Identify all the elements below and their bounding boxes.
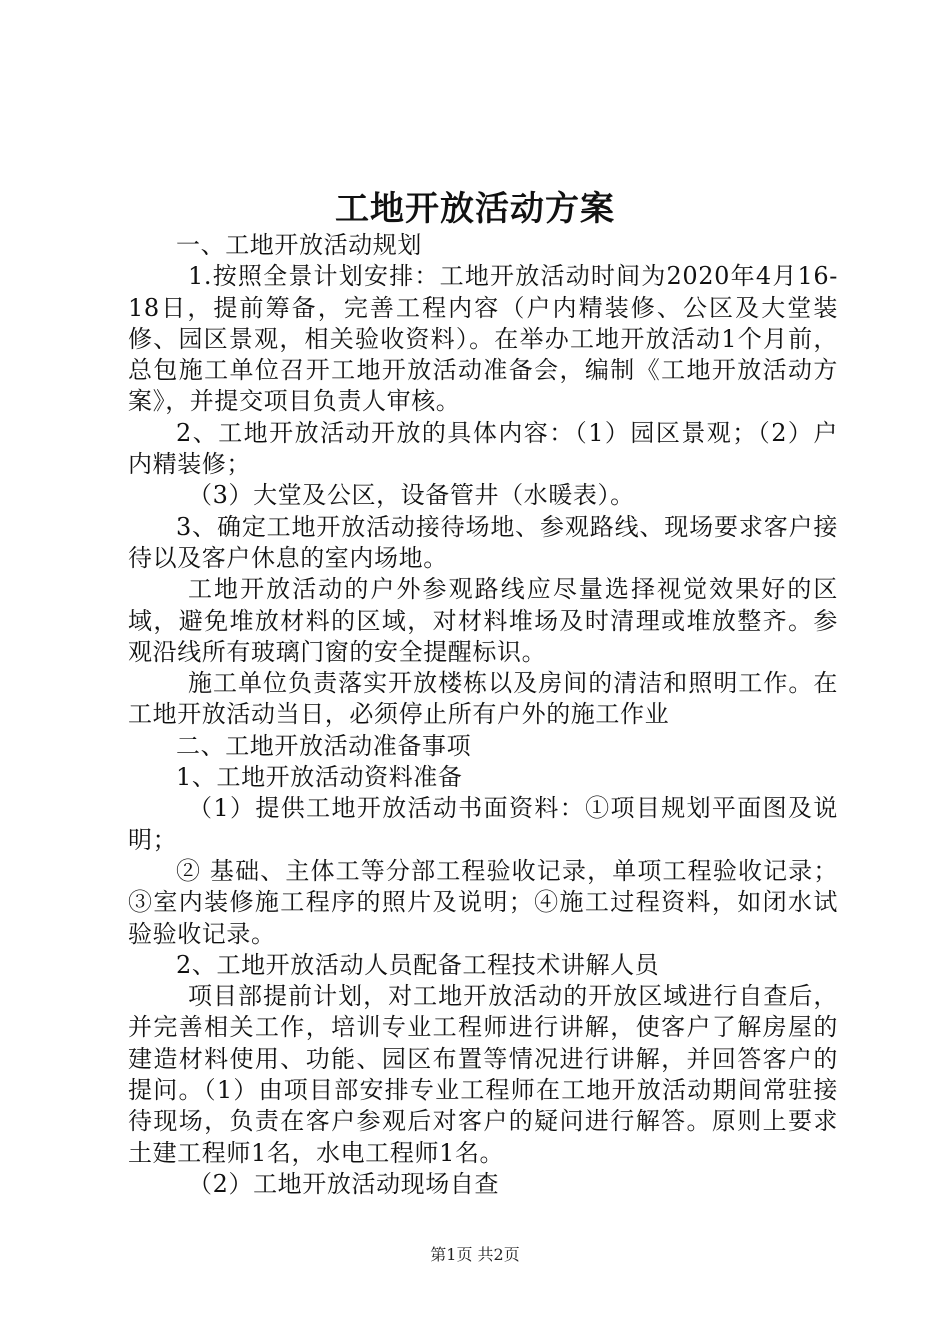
paragraph-open-content-3: （3）大堂及公区，设备管井（水暖表）。 bbox=[188, 481, 635, 510]
paragraph-schedule: 1.按照全景计划安排：工地开放活动时间为2020年4月16-18日，提前筹备，完善工程内容（户内精装修、公区及大堂装修、园区景观，相关验收资料）。在举办工地开放活动1个月前，总包施工单位召开工地开放活动准备会，编制《工地开放活动方案》，并提交项目负责人审核。 bbox=[128, 262, 838, 416]
paragraph-staffing-plan: 项目部提前计划，对工地开放活动的开放区域进行自查后，并完善相关工作，培训专业工程师进行讲解，使客户了解房屋的建造材料使用、功能、园区布置等情况进行讲解，并回答客户的提问。（1）由项目部安排专业工程师在工地开放活动期间常驻接待现场，负责在客户参观后对客户的疑问进行解答。原则上要求土建工程师1名，水电工程师1名。 bbox=[128, 982, 838, 1167]
document-body bbox=[128, 230, 838, 1200]
subheading-staffing: 2、工地开放活动人员配备工程技术讲解人员 bbox=[176, 950, 660, 979]
section-heading-2: 二、工地开放活动准备事项 bbox=[176, 731, 472, 760]
paragraph-open-content: 2、工地开放活动开放的具体内容：（1）园区景观；（2）户内精装修； bbox=[128, 418, 838, 479]
section-heading-1: 一、工地开放活动规划 bbox=[176, 231, 422, 259]
paragraph-acceptance-records: ② 基础、主体工等分部工程验收记录，单项工程验收记录；③室内装修施工程序的照片及说明；④施工过程资料，如闭水试验验收记录。 bbox=[128, 856, 838, 948]
page-footer: 第1页 共2页 bbox=[430, 1245, 520, 1264]
paragraph-visit-route: 工地开放活动的户外参观路线应尽量选择视觉效果好的区域，避免堆放材料的区域，对材料堆场及时清理或堆放整齐。参观沿线所有玻璃门窗的安全提醒标识。 bbox=[128, 575, 838, 666]
paragraph-cleaning: 施工单位负责落实开放楼栋以及房间的清洁和照明工作。在工地开放活动当日，必须停止所有户外的施工作业 bbox=[128, 669, 838, 729]
subheading-materials: 1、工地开放活动资料准备 bbox=[176, 763, 463, 792]
paragraph-written-materials: （1）提供工地开放活动书面资料：①项目规划平面图及说明； bbox=[128, 794, 838, 854]
paragraph-self-check: （2）工地开放活动现场自查 bbox=[188, 1169, 500, 1198]
paragraph-reception-site: 3、确定工地开放活动接待场地、参观路线、现场要求客户接待以及客户休息的室内场地。 bbox=[128, 512, 838, 572]
document-title: 工地开放活动方案 bbox=[335, 189, 615, 229]
